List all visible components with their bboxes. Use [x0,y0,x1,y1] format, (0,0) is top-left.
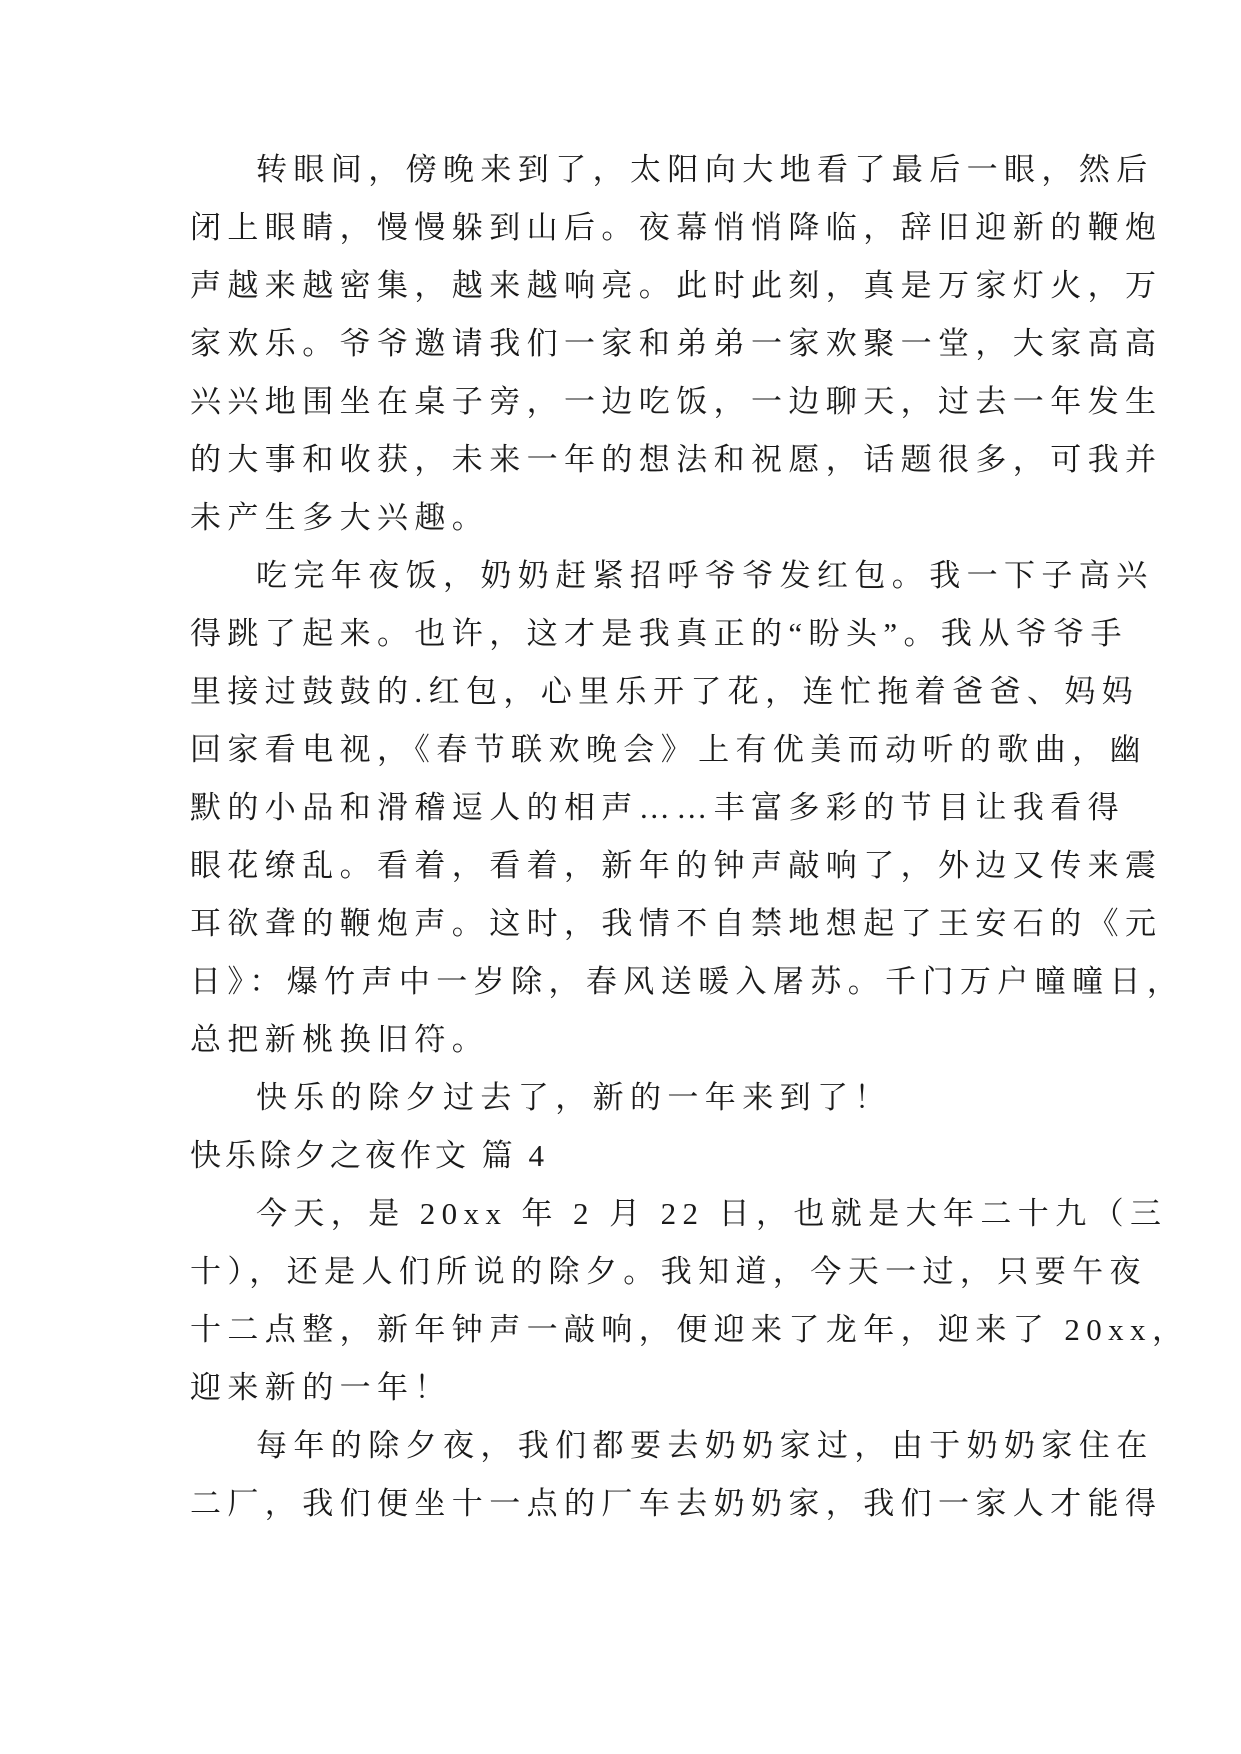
paragraph-line: 吃完年夜饭，奶奶赶紧招呼爷爷发红包。我一下子高兴 [256,558,1154,593]
paragraph-line: 转眼间，傍晚来到了，太阳向大地看了最后一眼，然后 [256,152,1154,187]
paragraph-line: 日》：爆竹声中一岁除，春风送暖入屠苏。千门万户曈曈日， [190,964,1185,999]
paragraph-line: 闭上眼睛，慢慢躲到山后。夜幕悄悄降临，辞旧迎新的鞭炮 [190,210,1163,245]
paragraph-line: 快乐的除夕过去了，新的一年来到了！ [256,1080,892,1115]
paragraph-line: 未产生多大兴趣。 [190,500,490,535]
paragraph-line: 每年的除夕夜，我们都要去奶奶家过，由于奶奶家住在 [256,1428,1154,1463]
paragraph-line: 得跳了起来。也许，这才是我真正的“盼头”。我从爷爷手 [190,616,1128,651]
paragraph-line: 家欢乐。爷爷邀请我们一家和弟弟一家欢聚一堂，大家高高 [190,326,1163,361]
paragraph-line: 声越来越密集，越来越响亮。此时此刻，真是万家灯火，万 [190,268,1163,303]
paragraph-line: 里接过鼓鼓的.红包，心里乐开了花，连忙拖着爸爸、妈妈 [190,674,1140,709]
paragraph-line: 回家看电视，《春节联欢晚会》上有优美而动听的歌曲，幽 [190,732,1147,767]
paragraph-line: 兴兴地围坐在桌子旁，一边吃饭，一边聊天，过去一年发生 [190,384,1163,419]
paragraph-line: 眼花缭乱。看着，看着，新年的钟声敲响了，外边又传来震 [190,848,1163,883]
section-heading: 快乐除夕之夜作文 篇 4 [190,1138,548,1173]
paragraph-line: 十二点整，新年钟声一敲响，便迎来了龙年，迎来了 20xx， [190,1312,1190,1347]
paragraph-line: 默的小品和滑稽逗人的相声……丰富多彩的节目让我看得 [190,790,1125,825]
paragraph-line: 十），还是人们所说的除夕。我知道，今天一过，只要午夜 [190,1254,1147,1289]
paragraph-line: 迎来新的一年！ [190,1370,452,1405]
paragraph-line: 的大事和收获，未来一年的想法和祝愿，话题很多，可我并 [190,442,1163,477]
paragraph-line: 总把新桃换旧符。 [190,1022,490,1057]
paragraph-line: 二厂，我们便坐十一点的厂车去奶奶家，我们一家人才能得 [190,1486,1163,1521]
paragraph-line: 今天，是 20xx 年 2 月 22 日，也就是大年二十九（三 [256,1196,1168,1231]
paragraph-line: 耳欲聋的鞭炮声。这时，我情不自禁地想起了王安石的《元 [190,906,1163,941]
